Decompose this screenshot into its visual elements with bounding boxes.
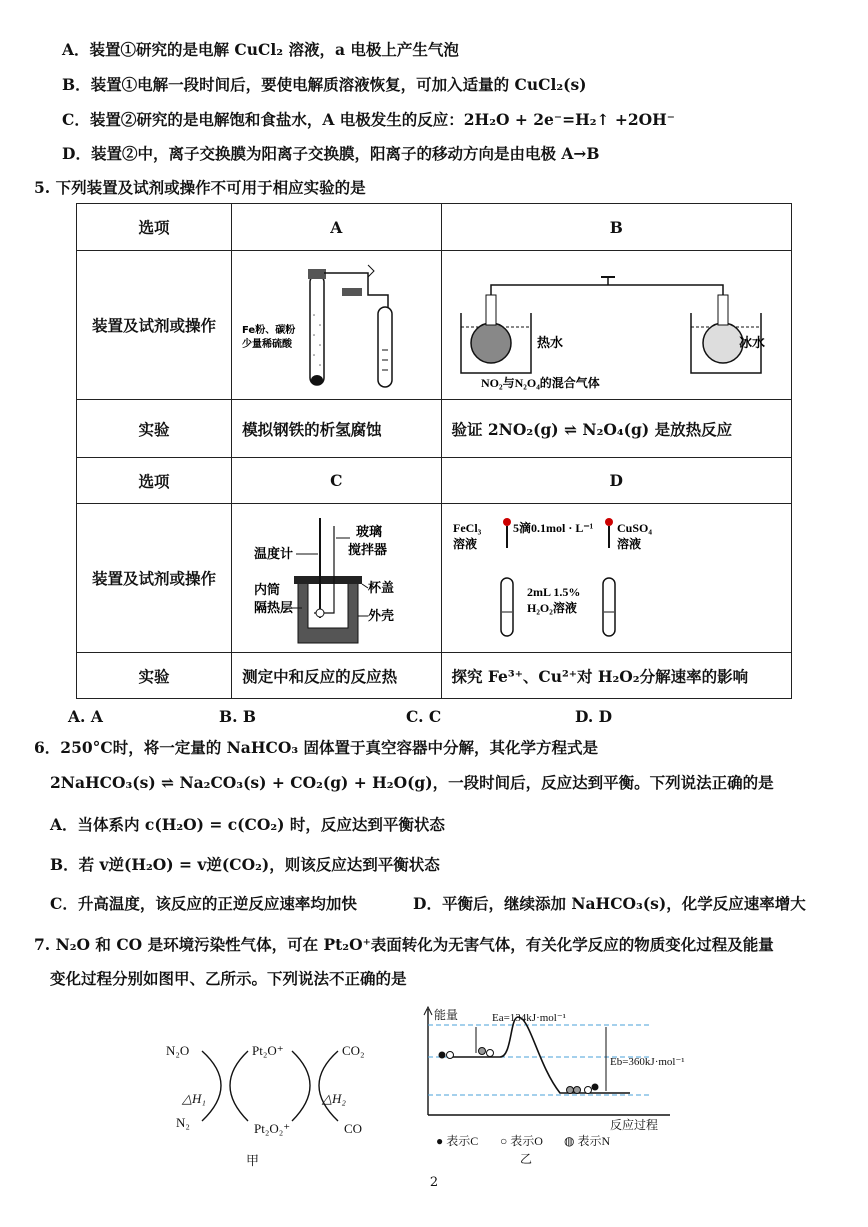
fig-c-inner: 内筒 <box>254 582 281 597</box>
row-apparatus-2: 装置及试剂或操作 <box>77 504 232 653</box>
fig-jia-dh1: △H₁ <box>182 1091 206 1106</box>
q5-choice-a: A. A <box>68 707 103 726</box>
figure-c <box>232 504 441 653</box>
fig-yi-yaxis: 能量 <box>434 1008 459 1022</box>
hdr-option: 选项 <box>77 204 232 251</box>
fig-yi-xaxis: 反应过程 <box>610 1118 659 1132</box>
exp-a: 模拟钢铁的析氢腐蚀 <box>232 400 441 458</box>
fig-jia-n2o: N₂O <box>166 1043 190 1058</box>
q6-stem: 6．250°C时，将一定量的 NaHCO₃ 固体置于真空容器中分解，其化学方程式是 <box>34 738 599 757</box>
exp-b: 验证 2NO₂(g) ⇌ N₂O₄(g) 是放热反应 <box>441 400 792 458</box>
row-experiment-2: 实验 <box>77 653 232 699</box>
q5-stem: 5. 下列装置及试剂或操作不可用于相应实验的是 <box>34 178 366 197</box>
fig-b-ice: 冰水 <box>739 335 766 350</box>
figure-jia-cycle <box>150 1025 380 1175</box>
hdr-c: C <box>232 458 441 504</box>
fig-yi-caption: 乙 <box>520 1152 533 1165</box>
fig-c-stir2: 搅拌器 <box>348 542 388 557</box>
fig-jia-n2: N₂ <box>176 1115 190 1130</box>
figure-d <box>441 504 792 653</box>
calorimeter-diagram <box>238 508 434 648</box>
q4-option-b: B．装置①电解一段时间后，要使电解质溶液恢复，可加入适量的 CuCl₂(s) <box>62 75 587 94</box>
fig-a-label1: Fe粉、碳粉 <box>242 325 296 336</box>
q6-option-c: C．升高温度，该反应的正逆反应速率均加快 <box>50 894 357 913</box>
fig-b-hot: 热水 <box>537 335 564 350</box>
fig-c-lid: 杯盖 <box>368 580 395 595</box>
fig-jia-pt2o2: Pt₂O₂⁺ <box>254 1121 291 1136</box>
fig-d-cuso4-1: CuSO₄ <box>617 521 653 535</box>
exp-d: 探究 Fe³⁺、Cu²⁺对 H₂O₂分解速率的影响 <box>441 653 792 699</box>
electrode-tube-diagram <box>238 255 434 395</box>
fig-d-fecl3-2: 溶液 <box>453 537 478 551</box>
fig-d-h2o2-2: H₂O₂溶液 <box>527 601 578 615</box>
row-apparatus-1: 装置及试剂或操作 <box>77 251 232 400</box>
fig-jia-co: CO <box>344 1121 363 1136</box>
fig-b-gas: NO₂与N₂O₄的混合气体 <box>481 376 601 390</box>
fig-a-label2: 少量稀硫酸 <box>242 339 293 350</box>
fig-d-fecl3-1: FeCl₃ <box>453 521 482 535</box>
no2-flask-diagram <box>451 255 781 395</box>
fig-yi-legend-c: ● 表示C <box>436 1134 479 1148</box>
hdr-b: B <box>441 204 792 251</box>
q4-option-c: C．装置②研究的是电解饱和食盐水，A 电极发生的反应：2H₂O + 2e⁻=H₂↑ +2OH⁻ <box>62 110 675 129</box>
q7-stem-2: 变化过程分别如图甲、乙所示。下列说法不正确的是 <box>50 969 407 988</box>
fig-yi-eb: Eb=360kJ·mol⁻¹ <box>610 1056 685 1068</box>
q6-option-a: A．当体系内 c(H₂O) = c(CO₂) 时，反应达到平衡状态 <box>50 815 445 834</box>
figure-yi-energy <box>420 1005 720 1165</box>
hdr-a: A <box>232 204 441 251</box>
q6-option-b: B．若 v逆(H₂O) = v逆(CO₂)，则该反应达到平衡状态 <box>50 855 440 874</box>
q4-option-a: A．装置①研究的是电解 CuCl₂ 溶液，a 电极上产生气泡 <box>62 40 459 59</box>
fig-jia-caption: 甲 <box>246 1153 260 1168</box>
q5-choice-b: B. B <box>219 707 256 726</box>
exp-c: 测定中和反应的反应热 <box>232 653 441 699</box>
row-experiment-1: 实验 <box>77 400 232 458</box>
hdr-d: D <box>441 458 792 504</box>
fig-c-insul: 隔热层 <box>254 600 294 615</box>
fig-c-shell: 外壳 <box>368 608 395 623</box>
fig-jia-co2: CO₂ <box>342 1043 365 1058</box>
fig-yi-legend-n: ◍ 表示N <box>564 1134 611 1148</box>
figure-b <box>441 251 792 400</box>
fig-yi-legend-o: ○ 表示O <box>500 1134 543 1148</box>
fig-d-cuso4-2: 溶液 <box>617 537 642 551</box>
fig-jia-dh2: △H₂ <box>322 1091 346 1106</box>
figure-a <box>232 251 441 400</box>
fig-yi-ea: Ea=134kJ·mol⁻¹ <box>492 1012 566 1024</box>
fig-jia-pt2o: Pt₂O⁺ <box>252 1043 284 1058</box>
fig-d-h2o2-1: 2mL 1.5% <box>527 585 581 599</box>
q7-stem-1: 7. N₂O 和 CO 是环境污染性气体，可在 Pt₂O⁺表面转化为无害气体，有关化学反应的物质变化过程及能量 <box>34 935 774 954</box>
q5-options-table <box>76 203 792 699</box>
fig-c-stir1: 玻璃 <box>356 524 383 539</box>
q6-option-d: D．平衡后，继续添加 NaHCO₃(s)，化学反应速率增大 <box>413 894 806 913</box>
fig-c-thermo: 温度计 <box>254 546 294 561</box>
h2o2-tubes-diagram <box>451 508 781 648</box>
q4-option-d: D．装置②中，离子交换膜为阳离子交换膜，阳离子的移动方向是由电极 A→B <box>62 144 600 163</box>
q5-choice-c: C. C <box>406 707 442 726</box>
hdr-option-2: 选项 <box>77 458 232 504</box>
q5-choice-d: D. D <box>575 707 613 726</box>
fig-d-drops: 5滴0.1mol · L⁻¹ <box>513 521 594 535</box>
page-number: 2 <box>429 1175 439 1190</box>
q6-equation: 2NaHCO₃(s) ⇌ Na₂CO₃(s) + CO₂(g) + H₂O(g)，一段时间后，反应达到平衡。下列说法正确的是 <box>50 773 774 792</box>
